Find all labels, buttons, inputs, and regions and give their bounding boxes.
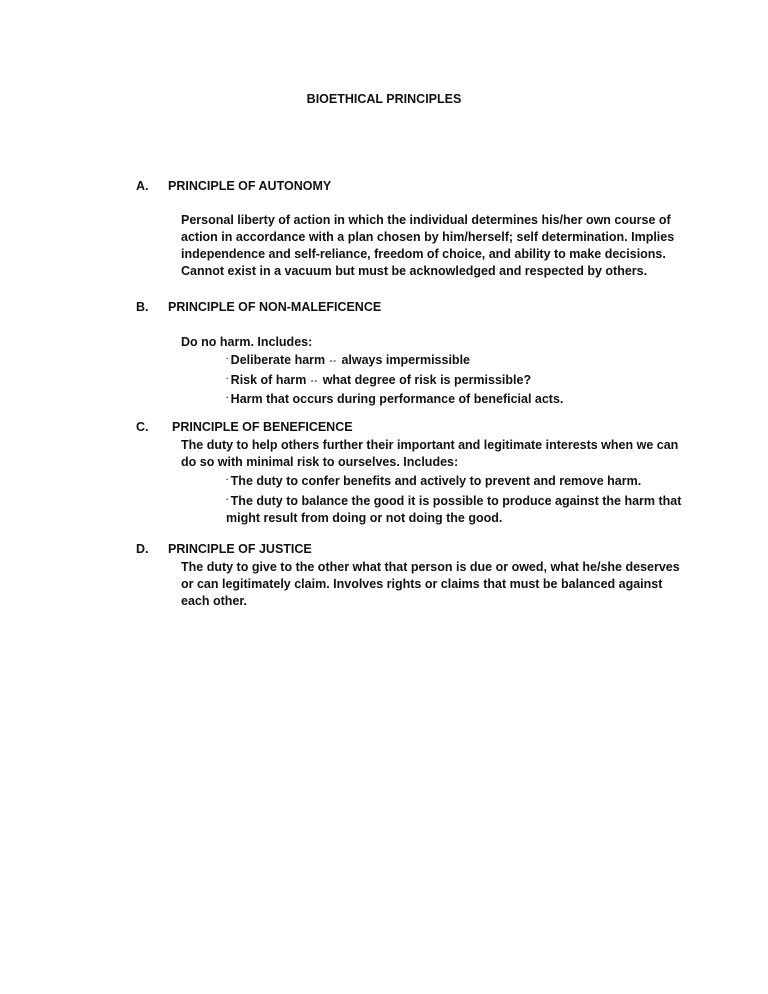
bullet-item: · Deliberate harm -- always impermissible [226,350,686,370]
bullet-item: · Risk of harm -- what degree of risk is permissible? [226,370,686,390]
body-line: independence and self-reliance, freedom of choice, and ability to make decisions. [181,247,666,261]
section-body [181,212,681,280]
section-letter: D. [136,542,149,556]
body-line: each other. [181,594,247,608]
dash-separator: -- [310,375,319,385]
bullet-marker: · [226,354,229,363]
section-body [181,334,681,351]
body-line: The duty to give to the other what that person is due or owed, what he/she deserves [181,560,680,574]
body-line: The duty to help others further their important and legitimate interests when we can [181,438,679,452]
body-line: action in accordance with a plan chosen by him/herself; self determination. Implies [181,230,675,244]
bullet-item: · The duty to balance the good it is possible to produce against the harm that [226,491,686,511]
body-line: Personal liberty of action in which the individual determines his/her own course of [181,213,671,227]
bullet-marker: · [226,494,229,504]
dash-separator: -- [329,356,337,365]
bullet-marker: · [226,393,229,402]
section-body [181,437,681,471]
bullet-list [226,350,686,409]
bullet-continuation: might result from doing or not doing the good. [226,511,503,525]
document-title: BIOETHICAL PRINCIPLES [306,92,462,106]
body-line: do so with minimal risk to ourselves. Includes: [181,455,459,469]
bullet-marker: · [226,475,229,484]
section-heading: PRINCIPLE OF BENEFICENCE [172,420,353,434]
section-body [181,559,681,610]
bullet-list [226,471,686,528]
bullet-item: · Harm that occurs during performance of beneficial acts. [226,389,686,409]
section-letter: C. [136,420,149,434]
bullet-marker: · [226,373,229,383]
section-heading: PRINCIPLE OF JUSTICE [168,542,312,556]
body-line: Cannot exist in a vacuum but must be acknowledged and respected by others. [181,264,648,278]
section-heading: PRINCIPLE OF AUTONOMY [168,179,332,193]
body-line: Do no harm. Includes: [181,335,313,349]
bullet-item: · The duty to confer benefits and actively to prevent and remove harm. [226,471,686,491]
section-heading: PRINCIPLE OF NON-MALEFICENCE [168,300,382,314]
section-letter: A. [136,179,149,193]
body-line: or can legitimately claim. Involves rights or claims that must be balanced against [181,577,663,591]
section-letter: B. [136,300,149,314]
